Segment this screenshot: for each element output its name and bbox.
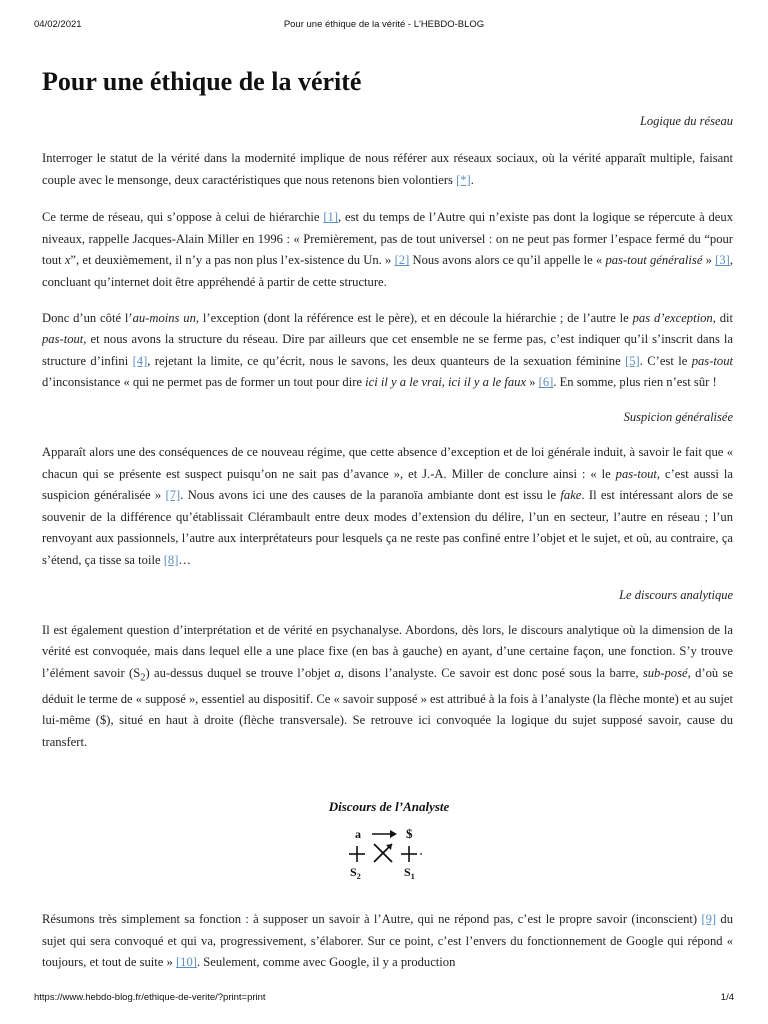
- footnote-link[interactable]: [2]: [394, 253, 410, 268]
- paragraph: Apparaît alors une des conséquences de ce nouveau régime, que cette absence d’exception et de loi générale induit, à savoir le fait que « chacun qui se présente est suspect puisqu’on ne sait pas d’avance », et J.-A. Miller de conclure ainsi : « le pas-tout, c’est aussi la suspicion généralisée » [7]. Nous avons ici une des causes de la paranoïa ambiante dont est issu le fake. Il est intéressant alors de se souvenir de la différence qu’établissait Clérambault entre deux modes d’extension du délire, l’un en secteur, l’autre en réseau ; l’un renvoyant aux passionnels, l’autre aux interprétateurs pour lesquels ça ne reste pas confiné entre l’objet et le sujet, et où, au contraire, ça s’étend, ça tisse sa toile [8]…: [42, 444, 733, 567]
- paragraph: Résumons très simplement sa fonction : à supposer un savoir à l’Autre, qui ne répond pas, c’est le propre savoir (inconscient) [9] du sujet qui sera convoqué et qui va, progressivement, s’élaborer. Sur ce point, c’est l’envers du fonctionnement de Google qui répond « toujours, et tout de suite » [10]. Seulement, comme avec Google, il y a production: [42, 912, 733, 970]
- footnote-link[interactable]: [9]: [701, 912, 717, 926]
- footnote-link[interactable]: [8]: [163, 552, 179, 567]
- right-bar-cross-icon: [401, 846, 422, 862]
- footnote-link[interactable]: [10]: [175, 955, 197, 970]
- footnote-link[interactable]: [5]: [625, 353, 640, 368]
- print-footer: [34, 992, 734, 1006]
- footnote-link[interactable]: [4]: [132, 353, 148, 368]
- section-heading: Le discours analytique: [619, 587, 733, 602]
- footnote-link[interactable]: [*]: [456, 172, 471, 187]
- discourse-diagram: [300, 796, 478, 896]
- diagram-knowledge-s2: $S_2$: [350, 865, 361, 881]
- section-heading: Suspicion généralisée: [623, 409, 733, 424]
- footnote-link[interactable]: [3]: [715, 253, 730, 268]
- paragraph: Donc d’un côté l’au-moins un, l’exception (dont la référence est le père), et en découle la hiérarchie ; de l’autre le pas d’exception, dit pas-tout, et nous avons la structure du réseau. Dire par ailleurs que cet ensemble ne se ferme pas, c’est indiquer qu’il s’inscrit dans la structure d’infini [4], rejetant la limite, ce qu’écrit, nous le savons, les deux quanteurs de la sexuation féminine [5]. C’est le pas-tout d’inconsistance « qui ne permet pas de former un tout pour dire ici il y a le vrai, ici il y a le faux » [6]. En somme, plus rien n’est sûr !: [42, 310, 733, 390]
- arrow-right-icon: [372, 830, 397, 838]
- diagram-object-a: a: [355, 827, 361, 841]
- diagram-title: Discours de l’Analyste: [328, 799, 450, 814]
- diagram-svg: [300, 796, 478, 896]
- article-continued: [42, 909, 733, 974]
- paragraph: Interroger le statut de la vérité dans la modernité implique de nous référer aux réseaux sociaux, où la vérité apparaît multiple, faisant couple avec le mensonge, deux caractéristiques que nous retenons bien volontiers [*].: [42, 151, 733, 187]
- print-url: https://www.hebdo-blog.fr/ethique-de-verite/?print=print: [34, 992, 266, 1003]
- print-date: 04/02/2021: [34, 19, 82, 30]
- diagram-barred-subject: $: [406, 826, 413, 841]
- footnote-link[interactable]: [6]: [538, 375, 554, 390]
- section-heading: Logique du réseau: [639, 114, 733, 128]
- footnote-link[interactable]: [1]: [323, 210, 339, 225]
- diagonal-arrows-icon: [374, 844, 392, 862]
- paragraph: Il est également question d’interprétation et de vérité en psychanalyse. Abordons, dès lors, le discours analytique où la dimension de la vérité est convoquée, mais dans lequel elle a une place fixe (en bas à gauche) en ayant, d’une certaine façon, une fonction. S’y trouve l’élément savoir $(S_2)$ au-dessus duquel se trouve l’objet a, disons l’analyste. Ce savoir est donc posé sous la barre, sub-posé, d’où se déduit le terme de « supposé », essentiel au dispositif. Ce « savoir supposé » est attribué à la fois à l’analyste (la flèche monte) et au sujet lui-même ($), situé en haut à droite (flèche transversale). Se retrouve ici convoquée la logique du sujet supposé savoir, cause du transfert.: [42, 622, 733, 749]
- article-title: Pour une éthique de la vérité: [42, 67, 362, 96]
- page-number: 1/4: [720, 992, 734, 1003]
- article: [42, 64, 733, 754]
- left-bar-cross-icon: [349, 846, 365, 862]
- diagram-master-s1: $S_1$: [404, 865, 415, 881]
- footnote-link[interactable]: [7]: [165, 488, 181, 503]
- paragraph: Ce terme de réseau, qui s’oppose à celui de hiérarchie [1], est du temps de l’Autre qui n’existe pas dont la logique se répercute à deux niveaux, rappelle Jacques-Alain Miller en 1996 : « Premièrement, pas de tout universel : on ne peut pas former l’espace fermé du “pour tout x”, et deuxièmement, il n’y a pas non plus l’ex-sistence du Un. » [2] Nous avons alors ce qu’il appelle le « pas-tout généralisé » [3], concluant qu’internet doit être appréhendé à partir de cette structure.: [42, 210, 734, 289]
- print-header: [34, 19, 734, 33]
- print-page-title: Pour une éthique de la vérité - L'HEBDO-BLOG: [283, 19, 485, 30]
